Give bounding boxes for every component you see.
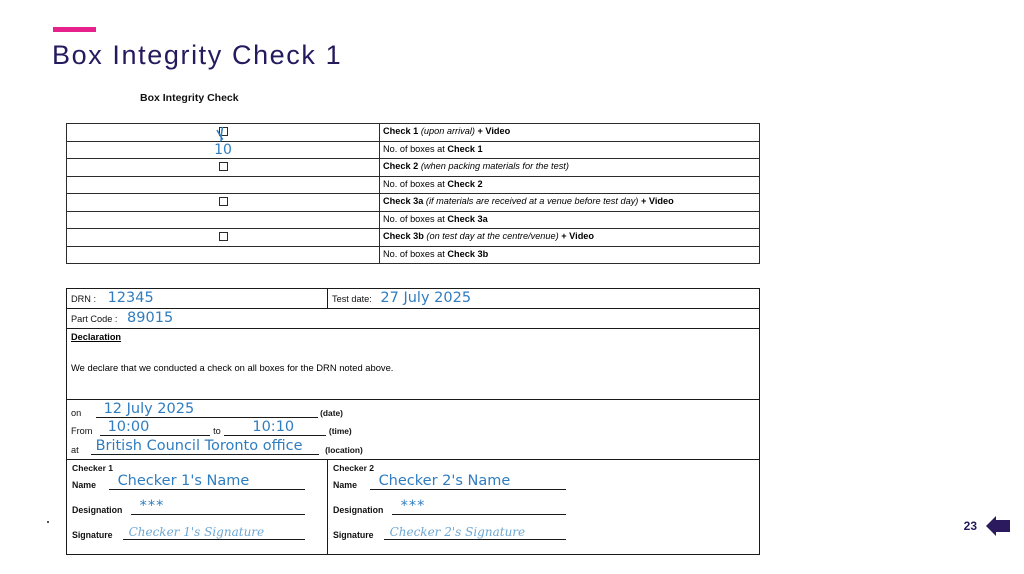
part-code-cell[interactable] xyxy=(67,309,760,329)
count-label-bold: Check 3b xyxy=(447,248,489,259)
table-row xyxy=(67,211,760,229)
checker-2-signature-value: Checker 2's Signature xyxy=(389,525,526,539)
on-label: on xyxy=(71,408,82,418)
stray-artifact-mark xyxy=(47,521,49,523)
count-label-bold: Check 1 xyxy=(447,143,483,154)
checkbox-icon[interactable] xyxy=(219,127,228,136)
to-time-field[interactable] xyxy=(224,418,326,436)
check-3a-count-cell[interactable] xyxy=(67,211,380,229)
check-label-suffix: + Video xyxy=(561,231,595,242)
checker-1-signature-row xyxy=(72,524,322,540)
declaration-table xyxy=(66,288,760,555)
check-3a-label-cell xyxy=(380,194,760,212)
checker-1-signature-field[interactable] xyxy=(123,524,305,540)
declaration-table-body xyxy=(67,289,760,555)
table-row xyxy=(67,460,760,555)
checker-2-signature-field[interactable] xyxy=(384,524,566,540)
check-label-suffix: + Video xyxy=(640,196,674,207)
check-label-bold: Check 2 xyxy=(383,161,419,172)
table-row xyxy=(67,176,760,194)
table-row xyxy=(67,194,760,212)
checker-1-title: Checker 1 xyxy=(72,463,114,473)
checker-1-name-label: Name xyxy=(72,480,96,490)
page-number: 23 xyxy=(963,519,977,533)
checkbox-icon[interactable] xyxy=(219,232,228,241)
location-hint: (location) xyxy=(325,445,363,455)
checker-2-block xyxy=(328,460,760,555)
location-row xyxy=(71,439,755,455)
checker-1-name-value: Checker 1's Name xyxy=(117,472,250,489)
to-label: to xyxy=(213,426,221,436)
checker-1-signature-label: Signature xyxy=(72,530,113,540)
table-row xyxy=(67,124,760,142)
page-title: Box Integrity Check 1 xyxy=(52,40,343,70)
check-2-count-label-cell xyxy=(380,176,760,194)
form-caption: Box Integrity Check xyxy=(140,92,239,104)
date-hint: (date) xyxy=(320,408,343,418)
check-3a-checkbox-cell[interactable] xyxy=(67,194,380,212)
drn-value: 12345 xyxy=(107,290,154,307)
from-label: From xyxy=(71,426,93,436)
table-row xyxy=(67,159,760,177)
location-field[interactable] xyxy=(91,439,319,455)
box-integrity-checks-table xyxy=(66,123,760,264)
table-row xyxy=(67,246,760,264)
check-3b-label-cell xyxy=(380,229,760,247)
declaration-body: We declare that we conducted a check on all boxes for the DRN noted above. xyxy=(71,362,394,373)
checker-1-designation-label: Designation xyxy=(72,505,123,515)
checker-1-block xyxy=(67,460,328,555)
title-accent-bar xyxy=(53,27,96,32)
time-hint: (time) xyxy=(328,426,352,436)
checker-2-signature-row xyxy=(333,524,754,540)
checker-2-name-label: Name xyxy=(333,480,357,490)
on-date-row xyxy=(71,400,755,418)
event-details-cell xyxy=(67,400,760,460)
test-date-cell[interactable] xyxy=(328,289,760,309)
check-label-italic: (on test day at the centre/venue) xyxy=(426,231,559,242)
check-label-bold: Check 3a xyxy=(383,196,424,207)
check-3b-count-cell[interactable] xyxy=(67,246,380,264)
checker-2-signature-label: Signature xyxy=(333,530,374,540)
check-label-italic: (when packing materials for the test) xyxy=(420,161,569,172)
check-2-count-cell[interactable] xyxy=(67,176,380,194)
check-label-bold: Check 1 xyxy=(383,126,419,137)
table-row xyxy=(67,309,760,329)
checker-2-designation-row xyxy=(333,499,754,515)
check-label-italic: (if materials are received at a venue before test day) xyxy=(425,196,639,207)
check-label-bold: Check 3b xyxy=(383,231,424,242)
checkbox-icon[interactable] xyxy=(219,197,228,206)
declaration-heading: Declaration xyxy=(71,332,122,342)
check-label-suffix: + Video xyxy=(477,126,511,137)
check-1-count-cell[interactable] xyxy=(67,141,380,159)
declaration-statement-cell xyxy=(67,329,760,400)
checkbox-icon[interactable] xyxy=(219,162,228,171)
previous-slide-arrow-icon[interactable] xyxy=(985,516,1011,536)
checker-1-designation-field[interactable] xyxy=(131,499,305,515)
at-label: at xyxy=(71,445,79,455)
on-date-value: 12 July 2025 xyxy=(103,400,195,417)
checker-1-signature-value: Checker 1's Signature xyxy=(128,525,265,539)
count-label-prefix: No. of boxes at xyxy=(383,248,448,259)
table-row xyxy=(67,400,760,460)
location-value: British Council Toronto office xyxy=(95,437,303,454)
check-1-count-label-cell xyxy=(380,141,760,159)
check-2-checkbox-cell[interactable] xyxy=(67,159,380,177)
drn-label: DRN : xyxy=(71,294,97,305)
check-2-label-cell xyxy=(380,159,760,177)
to-time-value: 10:10 xyxy=(252,418,295,435)
table-row xyxy=(67,229,760,247)
table-row xyxy=(67,141,760,159)
check-3a-count-label-cell xyxy=(380,211,760,229)
from-time-field[interactable] xyxy=(100,418,210,436)
check-label-italic: (upon arrival) xyxy=(420,126,475,137)
checker-1-name-field[interactable] xyxy=(109,474,305,490)
checker-1-designation-row xyxy=(72,499,322,515)
count-label-bold: Check 2 xyxy=(447,178,483,189)
check-1-label-cell xyxy=(380,124,760,142)
test-date-label: Test date: xyxy=(332,294,372,305)
on-date-field[interactable] xyxy=(96,400,318,418)
table-row xyxy=(67,329,760,400)
part-code-label: Part Code : xyxy=(71,314,118,325)
checker-1-designation-value: *** xyxy=(139,497,165,514)
table-row xyxy=(67,289,760,309)
checker-2-designation-value: *** xyxy=(400,497,426,514)
check-3b-count-label-cell xyxy=(380,246,760,264)
count-label-prefix: No. of boxes at xyxy=(383,143,448,154)
checker-2-title: Checker 2 xyxy=(333,463,375,473)
count-label-bold: Check 3a xyxy=(447,213,488,224)
check-3b-checkbox-cell[interactable] xyxy=(67,229,380,247)
check-1-checkbox-cell[interactable] xyxy=(67,124,380,142)
time-range-row xyxy=(71,418,755,436)
checker-2-designation-field[interactable] xyxy=(392,499,566,515)
checker-2-name-field[interactable] xyxy=(370,474,566,490)
checker-2-name-row xyxy=(333,474,754,490)
checker-1-name-row xyxy=(72,474,322,490)
box-count-value: 10 xyxy=(214,141,232,158)
count-label-prefix: No. of boxes at xyxy=(383,178,448,189)
checker-2-name-value: Checker 2's Name xyxy=(378,472,511,489)
part-code-value: 89015 xyxy=(127,310,174,327)
checks-table-body xyxy=(67,124,760,264)
from-time-value: 10:00 xyxy=(107,418,150,435)
count-label-prefix: No. of boxes at xyxy=(383,213,448,224)
checker-2-designation-label: Designation xyxy=(333,505,384,515)
test-date-value: 27 July 2025 xyxy=(380,290,472,307)
drn-cell[interactable] xyxy=(67,289,328,309)
